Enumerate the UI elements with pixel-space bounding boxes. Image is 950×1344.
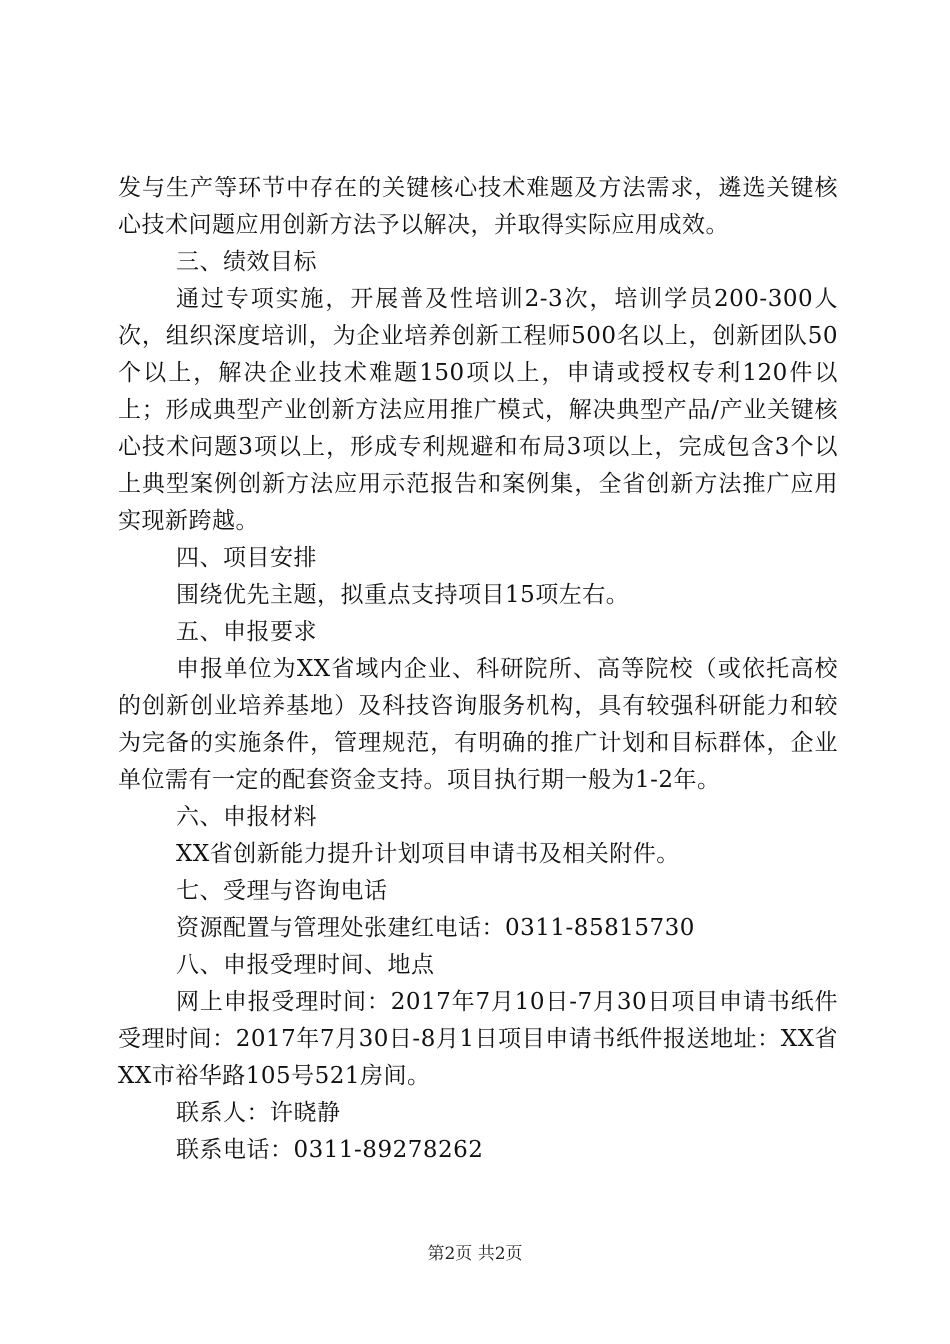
- page-footer: 第2页 共2页: [427, 1244, 523, 1264]
- body-paragraph-time-and-place: 网上申报受理时间：2017年7月10日-7月30日项目申请书纸件受理时间：2017年7月30日-8月1日项目申请书纸件报送地址：XX省XX市裕华路105号521房间。: [118, 989, 838, 1089]
- document-body: [118, 170, 838, 1169]
- section-heading-performance-goals: 三、绩效目标: [176, 249, 317, 275]
- body-paragraph-project-arrangement: 围绕优先主题，拟重点支持项目15项左右。: [176, 582, 630, 608]
- body-paragraph-consultation-phone: 资源配置与管理处张建红电话：0311-85815730: [176, 915, 695, 941]
- section-heading-consultation-phone: 七、受理与咨询电话: [176, 878, 388, 904]
- body-paragraph-application-materials: XX省创新能力提升计划项目申请书及相关附件。: [176, 841, 680, 867]
- section-heading-application-materials: 六、申报材料: [176, 804, 317, 830]
- body-paragraph-continued: 发与生产等环节中存在的关键核心技术难题及方法需求，遴选关键核心技术问题应用创新方法予以解决，并取得实际应用成效。: [118, 175, 838, 238]
- section-heading-application-requirements: 五、申报要求: [176, 619, 317, 645]
- body-paragraph-application-requirements: 申报单位为XX省域内企业、科研院所、高等院校（或依托高校的创新创业培养基地）及科技咨询服务机构，具有较强科研能力和较为完备的实施条件，管理规范，有明确的推广计划和目标群体，企业单位需有一定的配套资金支持。项目执行期一般为1-2年。: [118, 656, 838, 793]
- contact-person: 联系人：许晓静: [176, 1100, 341, 1126]
- section-heading-time-and-place: 八、申报受理时间、地点: [176, 952, 435, 978]
- section-heading-project-arrangement: 四、项目安排: [176, 545, 317, 571]
- contact-phone: 联系电话：0311-89278262: [176, 1137, 484, 1163]
- body-paragraph-performance-goals: 通过专项实施，开展普及性培训2-3次，培训学员200-300人次，组织深度培训，为企业培养创新工程师500名以上，创新团队50个以上，解决企业技术难题150项以上，申请或授权专利120件以上；形成典型产业创新方法应用推广模式，解决典型产品/产业关键核心技术问题3项以上，形成专利规避和布局3项以上，完成包含3个以上典型案例创新方法应用示范报告和案例集，全省创新方法推广应用实现新跨越。: [118, 286, 838, 534]
